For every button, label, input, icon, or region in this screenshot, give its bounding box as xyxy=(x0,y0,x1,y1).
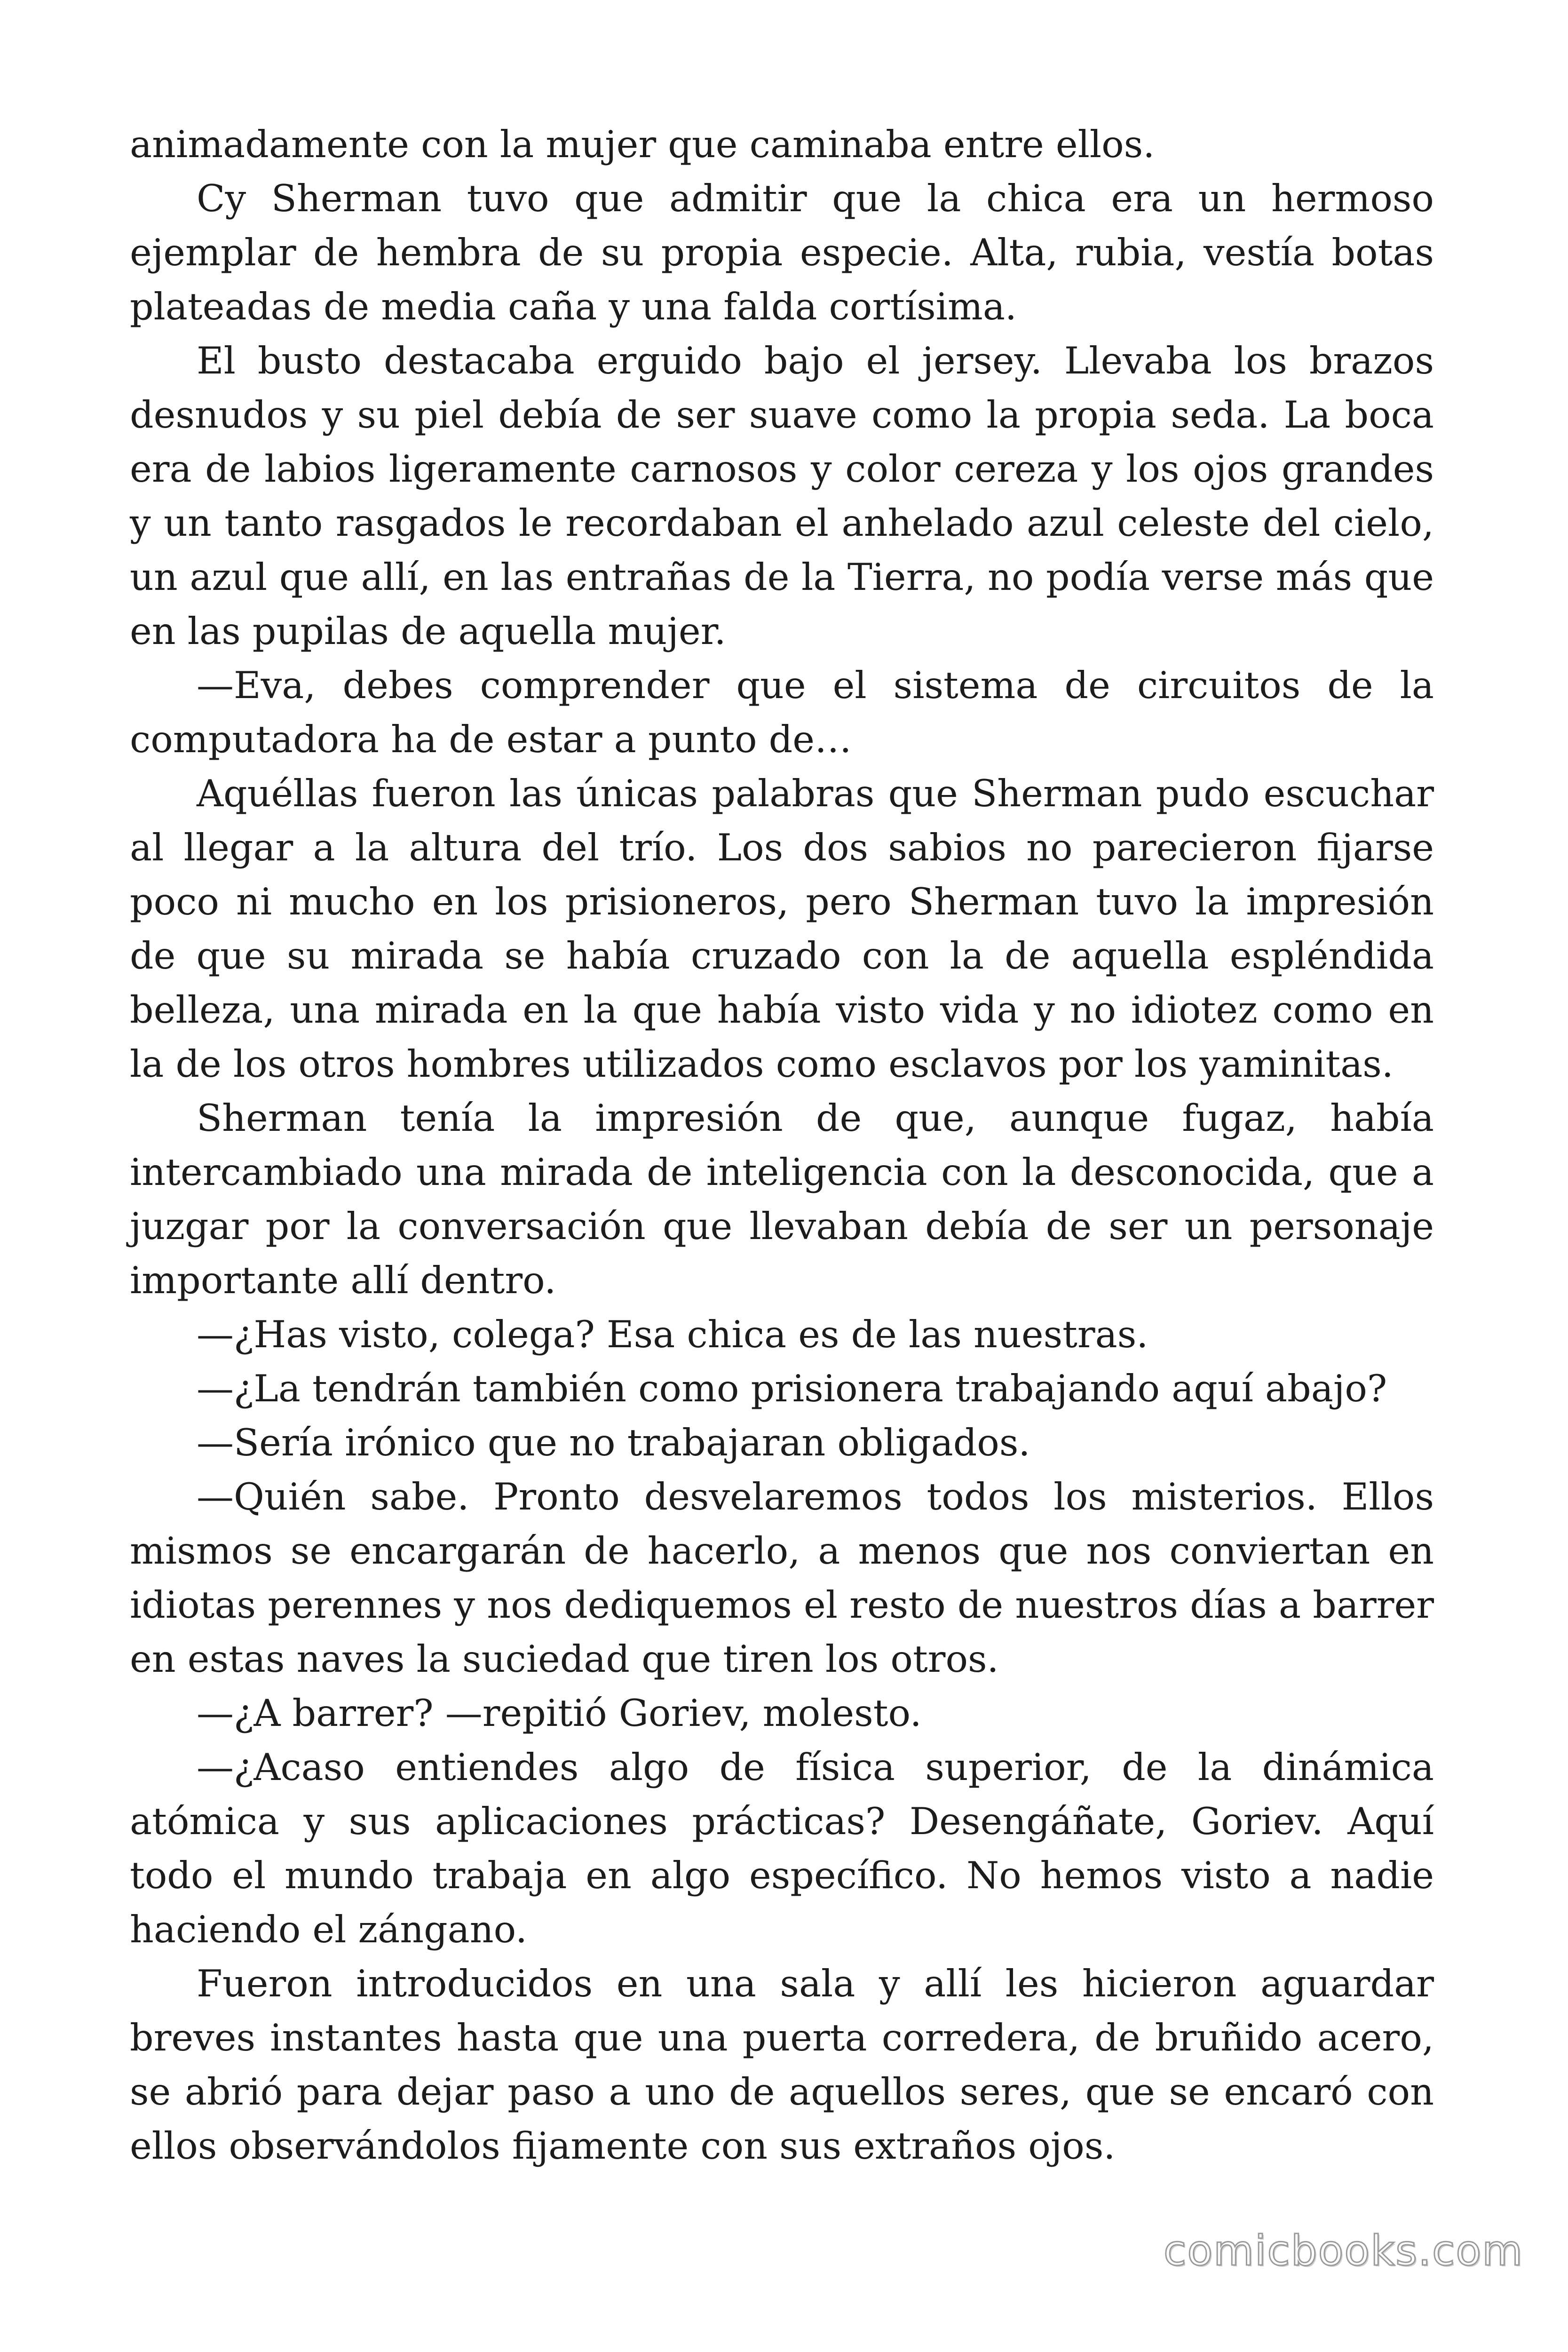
body-text xyxy=(130,118,1434,2173)
paragraph-12: —¿Acaso entiendes algo de física superior, de la dinámica atómica y sus aplicaciones prácticas? Desengáñate, Goriev. Aquí todo el mundo trabaja en algo específico. No hemos visto a nadie haciendo el zángano. xyxy=(130,1746,1434,1951)
paragraph-6: Sherman tenía la impresión de que, aunque fugaz, había intercambiado una mirada de inteligencia con la desconocida, que a juzgar por la conversación que llevaban debía de ser un personaje importante allí dentro. xyxy=(130,1097,1434,1302)
paragraph-13: Fueron introducidos en una sala y allí les hicieron aguardar breves instantes hasta que una puerta corredera, de bruñido acero, se abrió para dejar paso a uno de aquellos seres, que se encaró con ellos observándolos fijamente con sus extraños ojos. xyxy=(130,1962,1434,2168)
paragraph-8: —¿La tendrán también como prisionera trabajando aquí abajo? xyxy=(197,1367,1387,1410)
paragraph-7: —¿Has visto, colega? Esa chica es de las nuestras. xyxy=(197,1313,1148,1356)
watermark-logo: comicbooks.com xyxy=(1163,2226,1523,2275)
paragraph-4: —Eva, debes comprender que el sistema de circuitos de la computadora ha de estar a punto de… xyxy=(130,664,1434,761)
paragraph-9: —Sería irónico que no trabajaran obligados. xyxy=(197,1421,1030,1464)
paragraph-1: animadamente con la mujer que caminaba entre ellos. xyxy=(130,123,1155,166)
paragraph-3: El busto destacaba erguido bajo el jersey. Llevaba los brazos desnudos y su piel debía de ser suave como la propia seda. La boca era de labios ligeramente carnosos y color cereza y los ojos grandes y un tanto rasgados le recordaban el anhelado azul celeste del cielo, un azul que allí, en las entrañas de la Tierra, no podía verse más que en las pupilas de aquella mujer. xyxy=(130,339,1434,653)
paragraph-5: Aquéllas fueron las únicas palabras que Sherman pudo escuchar al llegar a la altura del trío. Los dos sabios no parecieron fijarse poco ni mucho en los prisioneros, pero Sherman tuvo la impresión de que su mirada se había cruzado con la de aquella espléndida belleza, una mirada en la que había visto vida y no idiotez como en la de los otros hombres utilizados como esclavos por los yaminitas. xyxy=(130,772,1434,1086)
paragraph-10: —Quién sabe. Pronto desvelaremos todos los misterios. Ellos mismos se encargarán de hacerlo, a menos que nos conviertan en idiotas perennes y nos dediquemos el resto de nuestros días a barrer en estas naves la suciedad que tiren los otros. xyxy=(130,1475,1434,1681)
paragraph-11: —¿A barrer? —repitió Goriev, molesto. xyxy=(197,1692,922,1735)
paragraph-2: Cy Sherman tuvo que admitir que la chica era un hermoso ejemplar de hembra de su propia especie. Alta, rubia, vestía botas plateadas de media caña y una falda cortísima. xyxy=(130,177,1434,328)
